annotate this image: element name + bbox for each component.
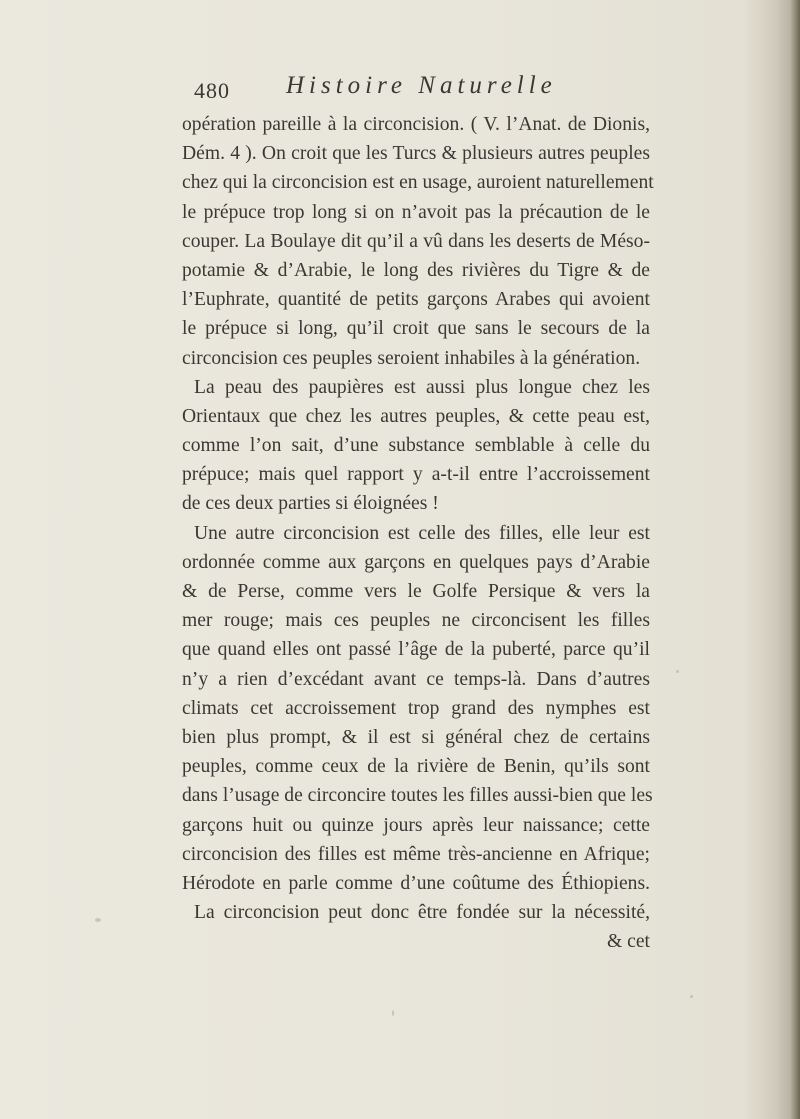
- text-line: & de Perse, comme vers le Golfe Persique & vers la: [182, 581, 650, 602]
- running-title: Histoire Naturelle: [286, 72, 557, 99]
- text-line: La peau des paupières est aussi plus longue chez les: [194, 376, 650, 398]
- text-line: garçons huit ou quinze jours après leur naissance; cette: [182, 814, 650, 836]
- text-line: Dém. 4 ). On croit que les Turcs & plusieurs autres peuples: [182, 143, 650, 165]
- text-line: de ces deux parties si éloignées !: [182, 493, 439, 515]
- text-line: climats cet accroissement trop grand des nymphes est: [182, 697, 650, 719]
- text-line: ordonnée comme aux garçons en quelques pays d’Arabie: [182, 551, 650, 573]
- text-line: dans l’usage de circoncire toutes les filles aussi-bien que les: [182, 785, 653, 807]
- text-line: comme l’on sait, d’une substance semblable à celle du: [182, 435, 650, 457]
- text-line: bien plus prompt, & il est si général chez de certains: [182, 726, 650, 748]
- text-line: n’y a rien d’excédant avant ce temps-là. Dans d’autres: [182, 668, 650, 690]
- text-line: La circoncision peut donc être fondée sur la nécessité,: [194, 902, 650, 924]
- catchword: & cet: [607, 931, 650, 953]
- page-number: 480: [194, 78, 230, 103]
- text-line: Hérodote en parle comme d’une coûtume des Éthiopiens.: [182, 872, 650, 894]
- text-line: couper. La Boulaye dit qu’il a vû dans les deserts de Méso-: [182, 230, 650, 252]
- paper-speck: [95, 918, 101, 922]
- text-line: circoncision ces peuples seroient inhabiles à la génération.: [182, 347, 641, 369]
- text-line: peuples, comme ceux de la rivière de Benin, qu’ils sont: [182, 756, 650, 778]
- text-line: circoncision des filles est même très-ancienne en Afrique;: [182, 843, 650, 865]
- text-line: Orientaux que chez les autres peuples, & cette peau est,: [182, 405, 650, 427]
- paper-speck: [392, 1010, 394, 1016]
- text-line: que quand elles ont passé l’âge de la puberté, parce qu’il: [182, 639, 650, 661]
- page-header: [194, 72, 634, 112]
- text-line: Une autre circoncision est celle des filles, elle leur est: [194, 522, 650, 544]
- page-edge-shadow: [790, 0, 800, 1119]
- text-line: le prépuce si long, qu’il croit que sans le secours de la: [182, 318, 650, 340]
- text-line: chez qui la circoncision est en usage, auroient naturellement: [182, 172, 654, 194]
- paper-speck: [690, 995, 693, 998]
- text-line: prépuce; mais quel rapport y a-t-il entre l’accroissement: [182, 464, 650, 486]
- text-line: potamie & d’Arabie, le long des rivières du Tigre & de: [182, 259, 650, 281]
- paper-speck: [676, 670, 679, 673]
- text-line: l’Euphrate, quantité de petits garçons Arabes qui avoient: [182, 289, 650, 311]
- text-line: mer rouge; mais ces peuples ne circoncisent les filles: [182, 610, 650, 632]
- text-line: le prépuce trop long si on n’avoit pas la précaution de le: [182, 201, 650, 223]
- text-line: opération pareille à la circoncision. ( V. l’Anat. de Dionis,: [182, 114, 650, 135]
- body-text: [182, 110, 654, 956]
